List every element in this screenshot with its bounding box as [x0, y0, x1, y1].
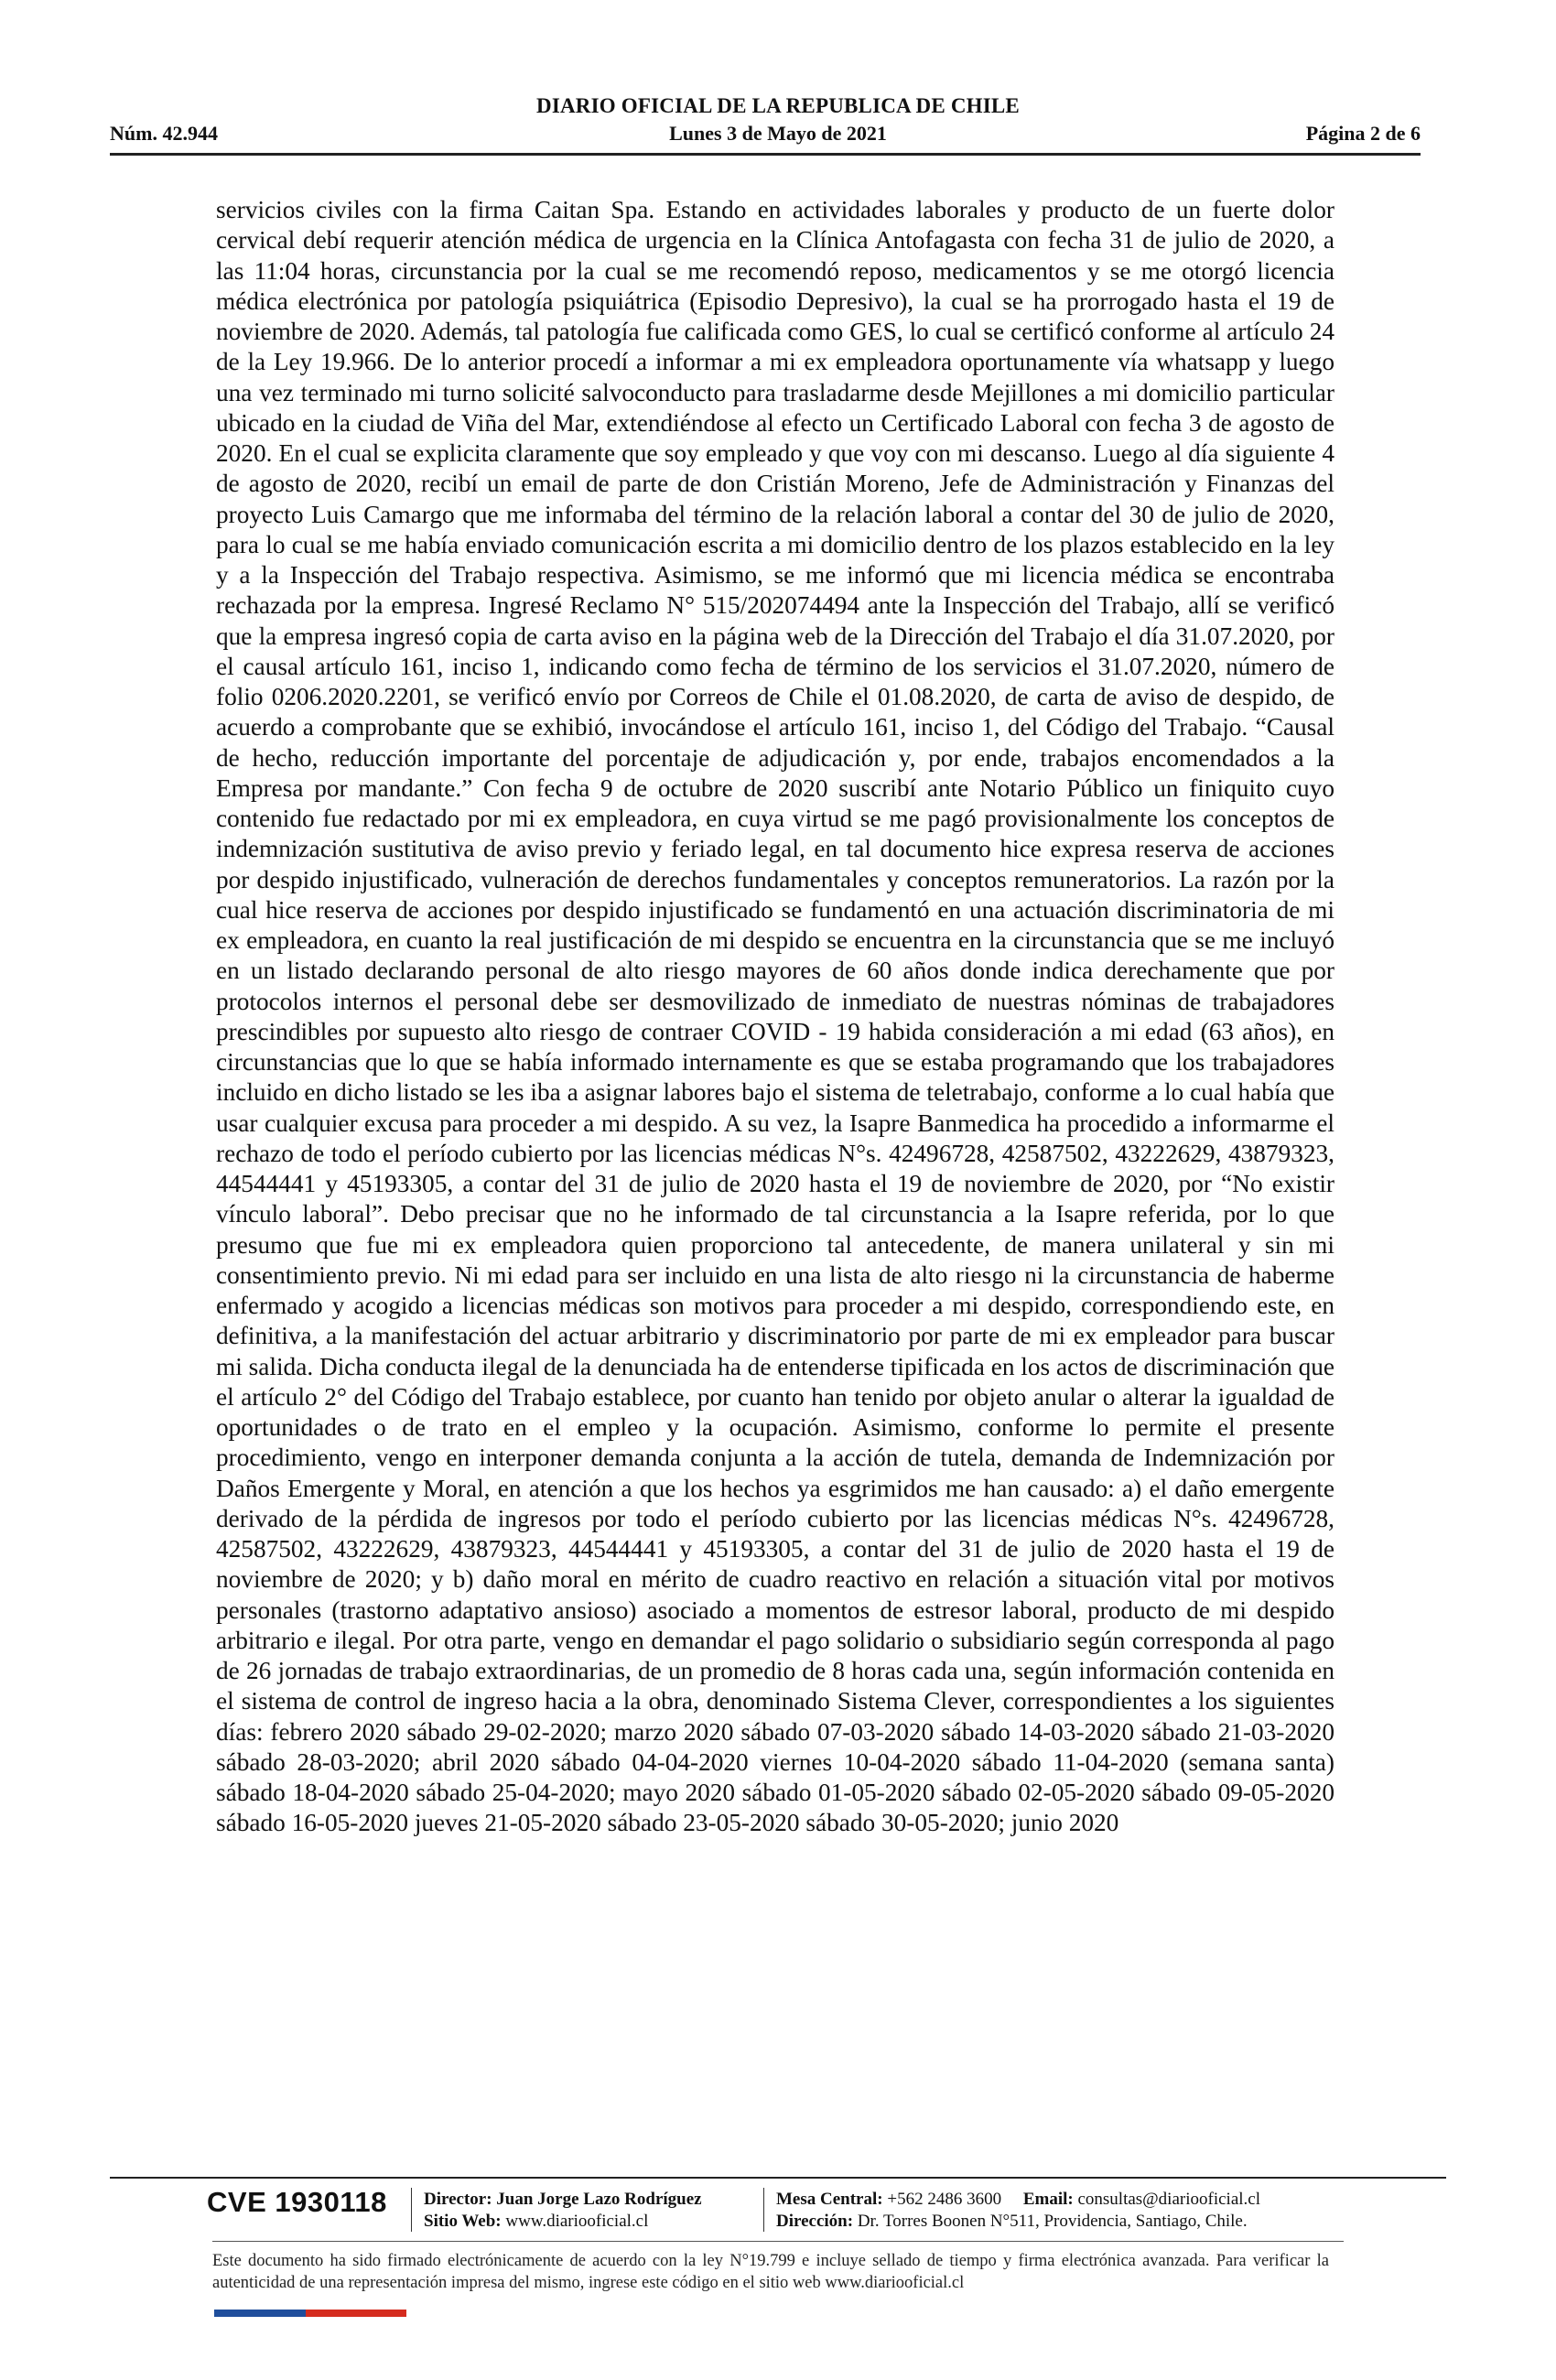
footer-divider-secondary — [212, 2241, 1344, 2242]
publication-title: DIARIO OFICIAL DE LA REPUBLICA DE CHILE — [536, 94, 1020, 117]
footer-director-block — [424, 2189, 702, 2233]
address-text: Dr. Torres Boonen N°511, Providencia, Santiago, Chile. — [857, 2212, 1248, 2231]
website-link[interactable]: www.diariooficial.cl — [505, 2212, 649, 2231]
cve-code: CVE 1930118 — [207, 2186, 387, 2218]
header-divider — [110, 153, 1421, 156]
phone-number: +562 2486 3600 — [887, 2190, 1002, 2209]
chile-flag-stripe — [214, 2310, 406, 2317]
page-indicator: Página 2 de 6 — [1305, 122, 1421, 145]
footer-separator — [763, 2188, 764, 2232]
flag-red-segment — [306, 2310, 406, 2317]
publication-date: Lunes 3 de Mayo de 2021 — [669, 122, 887, 145]
footer-divider — [110, 2177, 1446, 2179]
phone-label: Mesa Central: — [776, 2190, 883, 2209]
document-body: servicios civiles con la firma Caitan Spa. Estando en actividades laborales y producto de un fuerte dolor cervical debí requerir atención médica de urgencia en la Clínica Antofagasta con fecha 31 de julio de 2020, a las 11:04 horas, circunstancia por la cual se me recomendó reposo, medicamentos y se me otorgó licencia médica electrónica por patología psiquiátrica (Episodio Depresivo), la cual se ha prorrogado hasta el 19 de noviembre de 2020. Además, tal patología fue calificada como GES, lo cual se certificó conforme al artículo 24 de la Ley 19.966. De lo anterior procedí a informar a mi ex empleadora oportunamente vía whatsapp y luego una vez terminado mi turno solicité salvoconducto para trasladarme desde Mejillones a mi domicilio particular ubicado en la ciudad de Viña del Mar, extendiéndose al efecto un Certificado Laboral con fecha 3 de agosto de 2020. En el cual se explicita claramente que soy empleado y que voy con mi descanso. Luego al día siguiente 4 de agosto de 2020, recibí un email de parte de don Cristián Moreno, Jefe de Administración y Finanzas del proyecto Luis Camargo que me informaba del término de la relación laboral a contar del 30 de julio de 2020, para lo cual se me había enviado comunicación escrita a mi domicilio dentro de los plazos establecido en la ley y a la Inspección del Trabajo respectiva. Asimismo, se me informó que mi licencia médica se encontraba rechazada por la empresa. Ingresé Reclamo N° 515/202074494 ante la Inspección del Trabajo, allí se verificó que la empresa ingresó copia de carta aviso en la página web de la Dirección del Trabajo el día 31.07.2020, por el causal artículo 161, inciso 1, indicando como fecha de término de los servicios el 31.07.2020, número de folio 0206.2020.2201, se verificó envío por Correos de Chile el 01.08.2020, de carta de aviso de despido, de acuerdo a comprobante que se exhibió, invocándose el artículo 161, inciso 1, del Código del Trabajo. “Causal de hecho, reducción importante del porcentaje de adjudicación y, por ende, trabajos encomendados a la Empresa por mandante.” Con fecha 9 de octubre de 2020 suscribí ante Notario Público un finiquito cuyo contenido fue redactado por mi ex empleadora, en cuya virtud se me pagó provisionalmente los conceptos de indemnización sustitutiva de aviso previo y feriado legal, en tal documento hice expresa reserva de acciones por despido injustificado, vulneración de derechos fundamentales y conceptos remuneratorios. La razón por la cual hice reserva de acciones por despido injustificado se fundamentó en una actuación discriminatoria de mi ex empleadora, en cuanto la real justificación de mi despido se encuentra en la circunstancia que se me incluyó en un listado declarando personal de alto riesgo mayores de 60 años donde indica derechamente que por protocolos internos el personal debe ser desmovilizado de inmediato de nuestras nóminas de trabajadores prescindibles por supuesto alto riesgo de contraer COVID - 19 habida consideración a mi edad (63 años), en circunstancias que lo que se había informado internamente es que se estaba programando que los trabajadores incluido en dicho listado se les iba a asignar labores bajo el sistema de teletrabajo, conforme a lo cual había que usar cualquier excusa para proceder a mi despido. A su vez, la Isapre Banmedica ha procedido a informarme el rechazo de todo el período cubierto por las licencias médicas N°s. 42496728, 42587502, 43222629, 43879323, 44544441 y 45193305, a contar del 31 de julio de 2020 hasta el 19 de noviembre de 2020, por “No existir vínculo laboral”. Debo precisar que no he informado de tal circunstancia a la Isapre referida, por lo que presumo que fue mi ex empleadora quien proporciono tal antecedente, de manera unilateral y sin mi consentimiento previo. Ni mi edad para ser incluido en una lista de alto riesgo ni la circunstancia de haberme enfermado y acogido a licencias médicas son motivos para proceder a mi despido, correspondiendo este, en definitiva, a la manifestación del actuar arbitrario y discriminatorio por parte de mi ex empleador para buscar mi salida. Dicha conducta ilegal de la denunciada ha de entenderse tipificada en los actos de discriminación que el artículo 2° del Código del Trabajo establece, por cuanto han tenido por objeto anular o alterar la igualdad de oportunidades o de trato en el empleo y la ocupación. Asimismo, conforme lo permite el presente procedimiento, vengo en interponer demanda conjunta a la acción de tutela, demanda de Indemnización por Daños Emergente y Moral, en atención a que los hechos ya esgrimidos me han causado: a) el daño emergente derivado de la pérdida de ingresos por todo el período cubierto por las licencias médicas N°s. 42496728, 42587502, 43222629, 43879323, 44544441 y 45193305, a contar del 31 de julio de 2020 hasta el 19 de noviembre de 2020; y b) daño moral en mérito de cuadro reactivo en relación a situación vital por motivos personales (trastorno adaptativo ansioso) asociado a momentos de estresor laboral, producto de mi despido arbitrario e ilegal. Por otra parte, vengo en demandar el pago solidario o subsidiario según corresponda al pago de 26 jornadas de trabajo extraordinarias, de un promedio de 8 horas cada una, según información contenida en el sistema de control de ingreso hacia a la obra, denominado Sistema Clever, correspondientes a los siguientes días: febrero 2020 sábado 29-02-2020; marzo 2020 sábado 07-03-2020 sábado 14-03-2020 sábado 21-03-2020 sábado 28-03-2020; abril 2020 sábado 04-04-2020 viernes 10-04-2020 sábado 11-04-2020 (semana santa) sábado 18-04-2020 sábado 25-04-2020; mayo 2020 sábado 01-05-2020 sábado 02-05-2020 sábado 09-05-2020 sábado 16-05-2020 jueves 21-05-2020 sábado 23-05-2020 sábado 30-05-2020; junio 2020 — [216, 196, 1334, 1837]
director-name: Juan Jorge Lazo Rodríguez — [496, 2190, 702, 2209]
director-label: Director: — [424, 2190, 492, 2209]
email-link[interactable]: consultas@diariooficial.cl — [1077, 2190, 1260, 2209]
legal-notice: Este documento ha sido firmado electrónicamente de acuerdo con la ley N°19.799 e incluye sellado de tiempo y firma electrónica avanzada. Para verificar la autenticidad de una representación impresa del mismo, ingrese este código en el sitio web www.diariooficial.cl — [212, 2252, 1329, 2292]
email-label: Email: — [1022, 2190, 1074, 2209]
footer-contact-block — [776, 2189, 1260, 2233]
issue-number: Núm. 42.944 — [110, 122, 218, 145]
website-label: Sitio Web: — [424, 2212, 502, 2231]
footer-separator — [411, 2188, 412, 2232]
flag-blue-segment — [214, 2310, 306, 2317]
address-label: Dirección: — [776, 2212, 854, 2231]
